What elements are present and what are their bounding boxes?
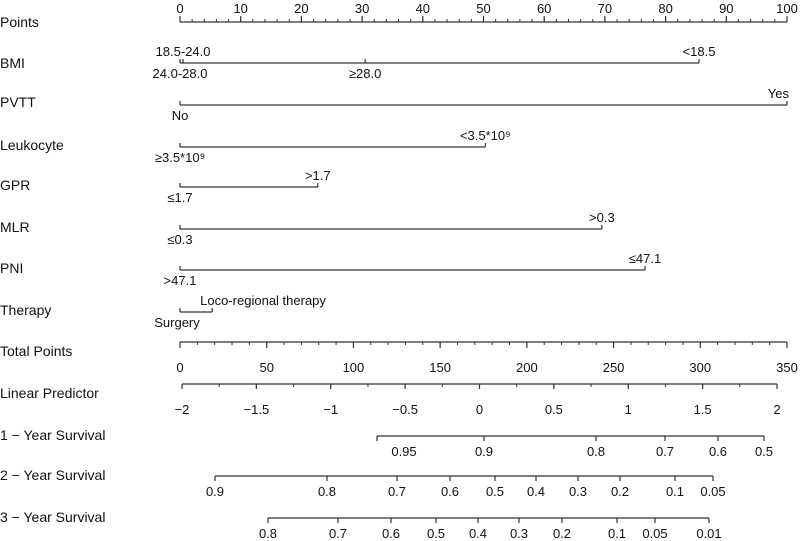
row-label-gpr: GPR: [0, 177, 31, 193]
points-tick-label: 50: [476, 1, 491, 16]
level-label: Surgery: [154, 315, 200, 330]
level-label: ≥3.5*10⁹: [154, 150, 206, 165]
level-label: ≤47.1: [628, 251, 662, 266]
level-label: ≤0.3: [167, 232, 193, 247]
level-label: ≤1.7: [167, 190, 193, 205]
row-label-1yr-survival: 1 − Year Survival: [0, 427, 106, 443]
level-label: ≥28.0: [348, 66, 382, 81]
nomogram-axes: [153, 1, 798, 541]
row-label-linear-predictor: Linear Predictor: [0, 385, 99, 401]
points-tick-label: 0: [176, 1, 184, 16]
total-points-tick-label: 100: [342, 360, 365, 375]
level-label: <3.5*10⁹: [459, 128, 511, 143]
survival-tick-label: 0.95: [391, 444, 417, 459]
lp-tick-label: 0: [475, 402, 484, 417]
survival-tick-label: 0.1: [665, 484, 685, 499]
survival-tick-label: 0.9: [474, 444, 494, 459]
row-label-pni: PNI: [0, 260, 24, 276]
level-label: >47.1: [163, 273, 197, 288]
level-label: <18.5: [682, 44, 716, 59]
total-points-tick-label: 0: [176, 360, 184, 375]
points-tick-label: 40: [415, 1, 431, 16]
survival-tick-label: 0.3: [568, 484, 588, 499]
survival-tick-label: 0.8: [317, 484, 337, 499]
survival-tick-label: 0.2: [610, 484, 630, 499]
lp-tick-label: −0.5: [392, 402, 418, 417]
level-label: >0.3: [589, 210, 615, 225]
lp-tick-label: 2: [773, 402, 781, 417]
points-tick-label: 100: [776, 1, 798, 16]
survival-tick-label: 0.5: [754, 444, 774, 459]
row-label-mlr: MLR: [0, 219, 30, 235]
survival-tick-label: 0.8: [258, 526, 278, 541]
survival-tick-label: 0.4: [468, 526, 488, 541]
total-points-tick-label: 150: [429, 360, 451, 375]
survival-tick-label: 0.05: [700, 484, 726, 499]
points-tick-label: 70: [597, 1, 613, 16]
lp-tick-label: −2: [174, 402, 190, 417]
level-label: >1.7: [304, 168, 331, 183]
survival-tick-label: 0.2: [552, 526, 572, 541]
row-label-total-points: Total Points: [0, 343, 73, 359]
row-label-points: Points: [0, 14, 39, 30]
row-label-pvtt: PVTT: [0, 94, 36, 110]
total-points-tick-label: 350: [776, 360, 798, 375]
points-tick-label: 80: [658, 1, 673, 16]
row-label-bmi: BMI: [0, 55, 25, 71]
total-points-tick-label: 250: [602, 360, 625, 375]
points-tick-label: 10: [233, 1, 248, 16]
row-label-therapy: Therapy: [0, 302, 52, 318]
lp-tick-label: 1.5: [693, 402, 712, 417]
level-label: 18.5-24.0: [155, 44, 211, 59]
survival-tick-label: 0.5: [485, 484, 505, 499]
total-points-tick-label: 300: [689, 360, 712, 375]
survival-tick-label: 0.6: [708, 444, 728, 459]
survival-tick-label: 0.7: [328, 526, 348, 541]
level-label: Yes: [767, 86, 789, 101]
points-tick-label: 90: [719, 1, 734, 16]
survival-tick-label: 0.5: [426, 526, 446, 541]
points-tick-label: 20: [294, 1, 309, 16]
survival-tick-label: 0.6: [440, 484, 460, 499]
survival-tick-label: 0.3: [509, 526, 529, 541]
survival-tick-label: 0.7: [655, 444, 675, 459]
survival-tick-label: 0.01: [696, 526, 722, 541]
survival-tick-label: 0.8: [586, 444, 606, 459]
survival-tick-label: 0.05: [642, 526, 668, 541]
survival-tick-label: 0.6: [381, 526, 401, 541]
survival-tick-label: 0.4: [526, 484, 546, 499]
level-label: Loco-regional therapy: [200, 293, 326, 308]
row-label-leukocyte: Leukocyte: [0, 137, 64, 153]
row-label-3yr-survival: 3 − Year Survival: [0, 509, 106, 525]
points-tick-label: 30: [354, 1, 370, 16]
row-label-2yr-survival: 2 − Year Survival: [0, 467, 106, 483]
total-points-tick-label: 50: [259, 360, 274, 375]
survival-tick-label: 0.1: [607, 526, 627, 541]
lp-tick-label: −1: [323, 402, 339, 417]
survival-tick-label: 0.7: [387, 484, 407, 499]
level-label: No: [171, 108, 189, 123]
lp-tick-label: 1: [624, 402, 632, 417]
total-points-tick-label: 200: [516, 360, 538, 375]
lp-tick-label: −1.5: [243, 402, 270, 417]
lp-tick-label: 0.5: [544, 402, 563, 417]
points-tick-label: 60: [536, 1, 552, 16]
level-label: 24.0-28.0: [152, 66, 208, 81]
survival-tick-label: 0.9: [205, 484, 225, 499]
